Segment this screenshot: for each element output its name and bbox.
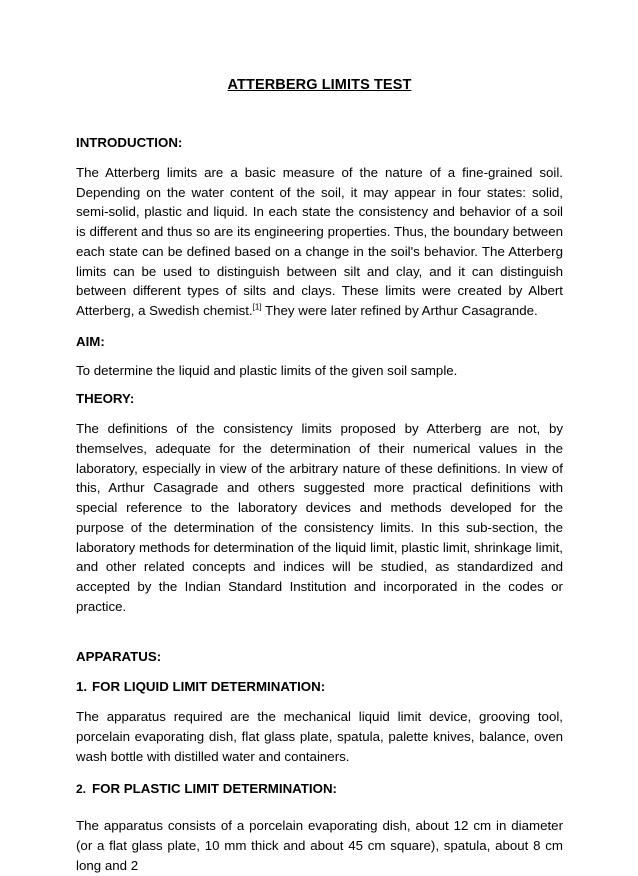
document-content <box>76 76 563 876</box>
introduction-paragraph <box>76 163 563 321</box>
liquid-limit-number: 1. <box>76 679 88 695</box>
citation-marker: [1] <box>252 302 262 312</box>
plastic-limit-number: 2. <box>76 782 87 797</box>
plastic-limit-title: FOR PLASTIC LIMIT DETERMINATION: <box>92 781 337 797</box>
plastic-limit-heading <box>76 780 563 798</box>
document-title: ATTERBERG LIMITS TEST <box>227 77 412 93</box>
plastic-limit-paragraph: The apparatus consists of a porcelain evaporating dish, about 12 cm in diameter (or a flat glass plate, 10 mm thick and about 45 cm square), spatula, about 8 cm long and 2 <box>76 818 563 873</box>
liquid-limit-heading <box>76 678 563 696</box>
apparatus-heading: APPARATUS: <box>76 649 162 665</box>
introduction-heading: INTRODUCTION: <box>76 135 183 150</box>
theory-paragraph: The definitions of the consistency limits proposed by Atterberg are not, by themselves, adequate for the determination of their numerical values in the laboratory, especially in view of the arbitrary nature of these definitions. In view of this, Arthur Casagrade and others suggested more practical definitions with special reference to the laboratory devices and methods developed for the purpose of the determination of the consistency limits. In this sub-section, the laboratory methods for determination of the liquid limit, plastic limit, shrinkage limit, and other related concepts and indices will be studied, as standardized and accepted by the Indian Standard Institution and incorporated in the codes or practice. <box>76 421 563 614</box>
liquid-limit-paragraph: The apparatus required are the mechanical liquid limit device, grooving tool, porcelain evaporating dish, flat glass plate, spatula, palette knives, balance, oven wash bottle with distilled water and containers. <box>76 709 563 764</box>
introduction-text: The Atterberg limits are a basic measure of the nature of a fine-grained soil. Depending on the water content of the soil, it may appear in four states: solid, semi-solid, plastic and liquid. In each state the consistency and behavior of a soil is different and thus so are its engineering properties. Thus, the boundary between each state can be defined based on a change in the soil's behavior. The Atterberg limits can be used to distinguish between silt and clay, and it can distinguish between different types of silts and clays. These limits were created by Albert Atterberg, a Swedish chemist. <box>76 165 563 318</box>
aim-heading: AIM: <box>76 333 105 349</box>
introduction-text-continued: They were later refined by Arthur Casagrande. <box>261 302 538 318</box>
aim-paragraph: To determine the liquid and plastic limits of the given soil sample. <box>76 362 458 378</box>
theory-heading: THEORY: <box>76 391 135 407</box>
liquid-limit-title: FOR LIQUID LIMIT DETERMINATION: <box>92 679 326 695</box>
